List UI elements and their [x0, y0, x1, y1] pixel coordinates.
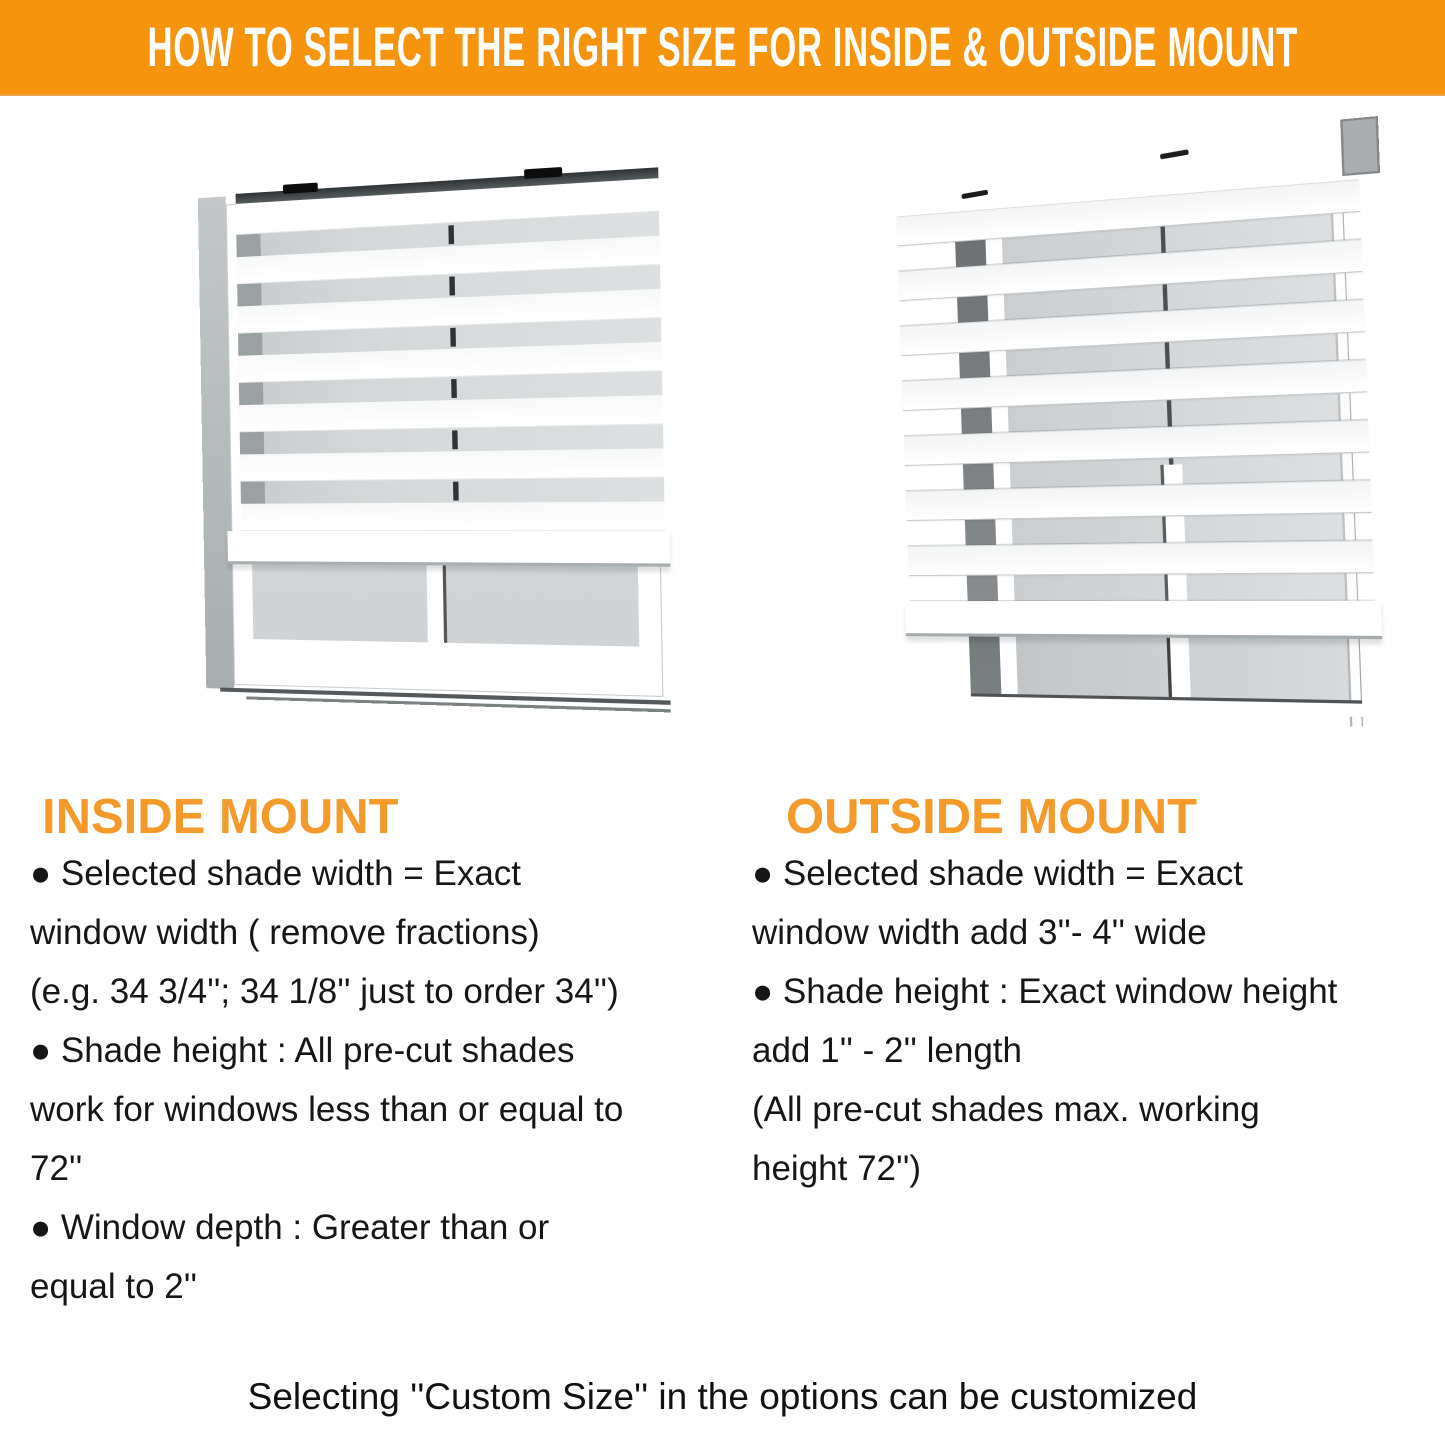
spec-line: height 72''): [752, 1149, 922, 1188]
zebra-shade: [236, 167, 666, 566]
outside-mount-heading: OUTSIDE MOUNT: [786, 789, 1198, 844]
shade-bottom-rail: [227, 531, 670, 567]
pane-gap-mark: [450, 328, 456, 347]
mounting-clip: [283, 183, 318, 194]
spec-line: ● Window depth : Greater than or: [30, 1208, 550, 1247]
outside-mount-illustration: [888, 150, 1393, 750]
spec-line: window width ( remove fractions): [30, 913, 540, 952]
footer-note: Selecting ''Custom Size'' in the options can be customized: [247, 1376, 1198, 1417]
spec-line: (e.g. 34 3/4''; 34 1/8'' just to order 34''): [30, 972, 619, 1011]
headrail-end-cap: [1340, 116, 1380, 176]
spec-line: add 1'' - 2'' length: [752, 1031, 1022, 1070]
spec-line: equal to 2'': [30, 1267, 198, 1306]
banner-title: HOW TO SELECT THE RIGHT SIZE FOR INSIDE & OUTSIDE MOUNT: [147, 15, 1298, 78]
spec-line: 72'': [30, 1149, 83, 1188]
fabric-stripe: [241, 502, 665, 531]
screw-mark: [1160, 149, 1189, 159]
outside-window-assembly: [895, 119, 1391, 717]
sheer-band: [241, 478, 665, 504]
spec-line: ● Shade height : All pre-cut shades: [30, 1031, 575, 1070]
pane-gap-mark: [451, 379, 457, 398]
pane-gap-mark: [453, 482, 459, 501]
spec-line: work for windows less than or equal to: [30, 1090, 624, 1129]
spec-line: ● Shade height : Exact window height: [752, 972, 1338, 1011]
pane-gap-mark: [452, 430, 458, 449]
sheer-band: [909, 573, 1375, 601]
mounting-clip: [525, 167, 563, 179]
inside-mount-heading: INSIDE MOUNT: [42, 789, 399, 844]
pane-gap-mark: [448, 225, 454, 244]
spec-line: ● Selected shade width = Exact: [30, 854, 522, 893]
header-banner: [0, 0, 1445, 96]
screw-mark: [961, 190, 988, 200]
spec-line: ● Selected shade width = Exact: [752, 854, 1244, 893]
inside-mount-specs: [30, 844, 740, 1316]
inside-window-assembly: [198, 148, 669, 713]
outside-mount-specs: [752, 844, 1432, 1198]
shade-bottom-rail: [905, 601, 1382, 639]
pane-gap-mark: [449, 276, 455, 295]
spec-line: window width add 3''- 4'' wide: [752, 913, 1207, 952]
zebra-shade: [897, 179, 1377, 639]
fabric-stripe: [908, 540, 1374, 576]
inside-mount-illustration: [190, 164, 680, 739]
spec-line: (All pre-cut shades max. working: [752, 1090, 1260, 1129]
